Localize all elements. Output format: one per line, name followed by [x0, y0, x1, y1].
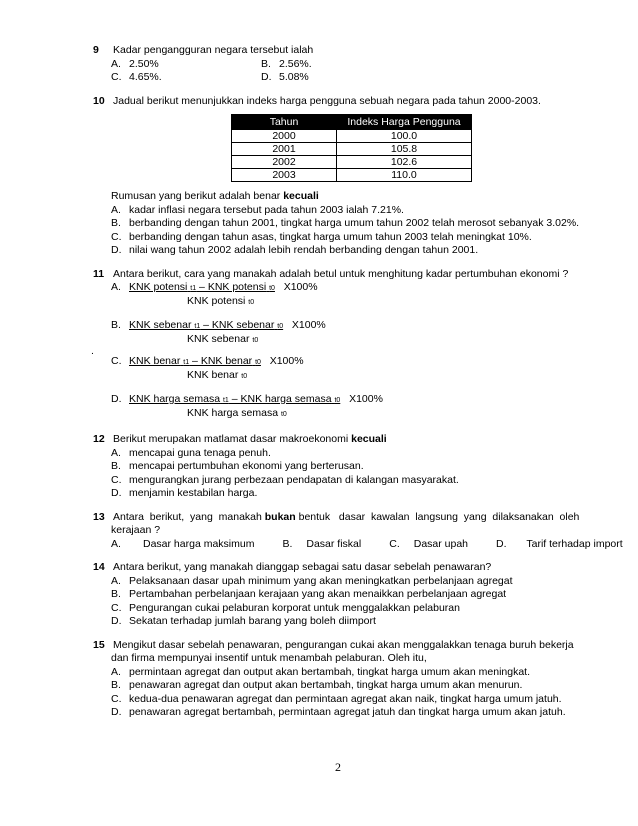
- price-index-table: [231, 114, 472, 182]
- option-letter: A.: [111, 446, 121, 459]
- option-text: kadar inflasi negara tersebut pada tahun 2003 ialah 7.21%.: [129, 203, 404, 216]
- subscript: t0: [334, 397, 341, 404]
- question-14: [93, 561, 593, 575]
- option-text: 2.56%.: [279, 57, 312, 70]
- question-number: 14: [93, 561, 105, 573]
- question-number: 9: [93, 44, 99, 56]
- question-text: Mengikut dasar sebelah penawaran, pengurangan cukai akan menggalakkan tenaga buruh bekerja: [113, 638, 574, 651]
- table-header: Tahun: [232, 115, 337, 130]
- question-text: dan firma mempunyai insentif untuk menambah pelaburan. Oleh itu,: [111, 652, 427, 664]
- stray-dot: .: [91, 345, 94, 357]
- option-letter: D.: [496, 537, 507, 550]
- question-text: Antara berikut, yang manakah dianggap sebagai satu dasar sebelah penawaran?: [113, 561, 492, 573]
- question-11: [93, 268, 593, 282]
- option-b: [111, 679, 593, 693]
- option-letter: C.: [111, 71, 122, 83]
- subscript: t0: [248, 299, 255, 306]
- option-text: Dasar upah: [413, 537, 469, 550]
- question-number: 15: [93, 638, 105, 651]
- multiplier: X100%: [269, 355, 304, 367]
- option-b: [282, 538, 375, 552]
- option-letter: B.: [282, 537, 293, 550]
- option-row: [111, 71, 593, 85]
- option-a: [111, 447, 593, 461]
- option-text: 5.08%: [279, 71, 309, 83]
- option-letter: C.: [111, 230, 122, 243]
- question-number: 12: [93, 433, 105, 445]
- subscript: t1: [194, 323, 201, 330]
- option-letter: C.: [389, 537, 400, 550]
- option-letter: B.: [261, 57, 271, 70]
- option-text: Pertambahan perbelanjaan kerajaan yang akan menaikkan perbelanjaan agregat: [129, 588, 507, 600]
- option-text: nilai wang tahun 2002 adalah lebih rendah berbanding dengan tahun 2001.: [129, 244, 479, 256]
- subscript: t0: [252, 337, 259, 344]
- option-text: penawaran agregat dan output akan bertambah, tingkat harga umum akan menurun.: [129, 679, 523, 691]
- numerator-term: – KNK benar: [189, 355, 253, 367]
- option-letter: A.: [111, 537, 121, 550]
- option-letter: C.: [111, 355, 122, 367]
- formula-numerator: [129, 393, 340, 405]
- option-text: mencapai pertumbuhan ekonomi yang berterusan.: [129, 460, 364, 472]
- option-b: [111, 588, 593, 602]
- table-cell: 102.6: [337, 156, 472, 169]
- subscript: t1: [190, 285, 197, 292]
- option-letter: A.: [111, 574, 121, 587]
- option-d: [111, 487, 593, 501]
- question-number: 11: [93, 267, 105, 280]
- option-text: mencapai guna tenaga penuh.: [129, 446, 271, 459]
- question-9: [93, 44, 593, 58]
- subscript: t1: [222, 397, 229, 404]
- option-text: berbanding dengan tahun asas, tingkat harga umum tahun 2003 telah meningkat 10%.: [129, 230, 532, 243]
- option-b: [111, 319, 593, 347]
- denominator-term: KNK sebenar: [187, 333, 250, 345]
- question-text: Antara berikut, yang manakah: [113, 510, 262, 523]
- option-b: [111, 217, 593, 231]
- formula-numerator: [129, 355, 261, 367]
- option-letter: D.: [111, 706, 122, 718]
- formula-denominator: [187, 369, 593, 383]
- table-cell: 100.0: [337, 130, 472, 143]
- table-header: Indeks Harga Pengguna: [337, 115, 472, 130]
- option-letter: A.: [111, 665, 121, 678]
- option-letter: C.: [111, 473, 122, 486]
- multiplier: X100%: [349, 393, 383, 405]
- option-letter: D.: [111, 393, 122, 405]
- option-text: Pengurangan cukai pelaburan korporat untuk menggalakkan pelaburan: [129, 601, 460, 614]
- table-row: [232, 169, 472, 182]
- table-row: [232, 130, 472, 143]
- option-text: permintaan agregat dan output akan bertambah, tingkat harga umum akan meningkat.: [129, 665, 531, 678]
- denominator-term: KNK benar: [187, 369, 239, 381]
- option-d: [111, 706, 593, 720]
- option-text: 2.50%: [129, 57, 159, 70]
- stem-text: Rumusan yang berikut adalah benar: [111, 190, 281, 202]
- question-stem: [111, 190, 593, 204]
- table-row: [232, 156, 472, 169]
- option-b: [111, 460, 593, 474]
- question-text: Berikut merupakan matlamat dasar makroekonomi: [113, 433, 349, 445]
- option-text: Sekatan terhadap jumlah barang yang boleh diimport: [129, 615, 376, 627]
- exam-page: [91, 44, 623, 720]
- table-cell: 2002: [232, 156, 337, 169]
- option-text: kedua-dua penawaran agregat dan permintaan agregat akan naik, tingkat harga umum jatuh.: [129, 692, 562, 705]
- multiplier: X100%: [283, 281, 318, 293]
- subscript: t0: [277, 323, 284, 330]
- multiplier: X100%: [291, 319, 326, 331]
- option-letter: B.: [111, 588, 121, 600]
- option-text: menjamin kestabilan harga.: [129, 487, 258, 499]
- table-cell: 2001: [232, 143, 337, 156]
- option-text: 4.65%.: [129, 71, 162, 83]
- numerator-term: KNK sebenar: [129, 319, 192, 331]
- option-text: Tarif terhadap import: [526, 537, 623, 550]
- table-cell: 110.0: [337, 169, 472, 182]
- question-10: [93, 95, 593, 109]
- option-text: penawaran agregat bertambah, permintaan agregat jatuh dan tingkat harga umum akan jatuh.: [129, 706, 566, 718]
- option-letter: D.: [261, 71, 272, 83]
- option-letter: D.: [111, 244, 122, 256]
- stem-emphasis: kecuali: [283, 190, 319, 202]
- option-letter: C.: [111, 692, 122, 705]
- table-cell: 105.8: [337, 143, 472, 156]
- numerator-term: KNK benar: [129, 355, 181, 367]
- option-row: [111, 58, 593, 72]
- question-number: 10: [93, 94, 105, 107]
- option-c: [111, 602, 593, 616]
- option-letter: B.: [111, 319, 121, 331]
- option-letter: B.: [111, 217, 121, 229]
- option-c: [389, 538, 482, 552]
- subscript: t0: [255, 359, 261, 366]
- question-text: Jadual berikut menunjukkan indeks harga pengguna sebuah negara pada tahun 2000-2003.: [113, 94, 541, 107]
- question-13: [93, 511, 593, 525]
- option-row: [111, 537, 623, 552]
- formula-denominator: [187, 295, 593, 309]
- option-letter: C.: [111, 601, 122, 614]
- question-text: Kadar pengangguran negara tersebut ialah: [113, 44, 314, 56]
- question-text: bentuk dasar kawalan langsung yang dilaksanakan oleh: [298, 510, 580, 523]
- option-text: Dasar harga maksimum: [143, 537, 255, 550]
- option-a: [111, 281, 593, 309]
- option-text: mengurangkan jurang perbezaan pendapatan di kalangan masyarakat.: [129, 473, 459, 486]
- table-row: [232, 143, 472, 156]
- question-text: kerajaan ?: [111, 524, 161, 536]
- option-d: [111, 393, 593, 421]
- formula-numerator: [129, 281, 275, 293]
- table-cell: 2003: [232, 169, 337, 182]
- option-letter: D.: [111, 615, 122, 627]
- numerator-term: KNK potensi: [129, 281, 188, 293]
- option-c: [111, 355, 593, 383]
- denominator-term: KNK potensi: [187, 295, 246, 307]
- denominator-term: KNK harga semasa: [187, 407, 279, 419]
- option-a: [111, 204, 593, 218]
- option-letter: D.: [111, 487, 122, 499]
- option-letter: A.: [111, 57, 121, 70]
- question-number: 13: [93, 510, 105, 523]
- subscript: t0: [241, 373, 248, 380]
- stem-emphasis: kecuali: [351, 433, 387, 445]
- option-letter: A.: [111, 203, 121, 216]
- question-text: Antara berikut, cara yang manakah adalah betul untuk menghitung kadar pertumbuhan ekonomi ?: [113, 267, 569, 280]
- option-letter: A.: [111, 281, 121, 293]
- option-d: [111, 244, 593, 258]
- subscript: t1: [183, 359, 190, 366]
- subscript: t0: [269, 285, 275, 292]
- option-text: berbanding dengan tahun 2001, tingkat harga umum tahun 2002 telah merosot sebanyak 3.02%.: [129, 217, 580, 229]
- table-cell: 2000: [232, 130, 337, 143]
- numerator-term: – KNK potensi: [196, 281, 267, 293]
- subscript: t0: [280, 411, 287, 418]
- numerator-term: – KNK sebenar: [200, 319, 275, 331]
- option-d: [496, 538, 637, 552]
- option-c: [111, 231, 593, 245]
- option-c: [111, 693, 593, 707]
- option-a: [111, 575, 593, 589]
- option-d: [111, 615, 593, 629]
- option-a: [111, 538, 268, 552]
- question-12: [93, 433, 593, 447]
- page-number: 2: [335, 760, 341, 774]
- formula-denominator: [187, 407, 593, 421]
- option-letter: B.: [111, 679, 121, 691]
- option-c: [111, 474, 593, 488]
- formula-denominator: [187, 333, 593, 347]
- option-text: Pelaksanaan dasar upah minimum yang akan meningkatkan perbelanjaan agregat: [129, 574, 513, 587]
- option-text: Dasar fiskal: [306, 537, 362, 550]
- option-a: [111, 666, 593, 680]
- numerator-term: – KNK harga semasa: [228, 393, 332, 405]
- question-15: [93, 639, 593, 653]
- option-letter: B.: [111, 460, 121, 472]
- formula-numerator: [129, 319, 283, 331]
- stem-emphasis: bukan: [264, 510, 296, 523]
- numerator-term: KNK harga semasa: [129, 393, 221, 405]
